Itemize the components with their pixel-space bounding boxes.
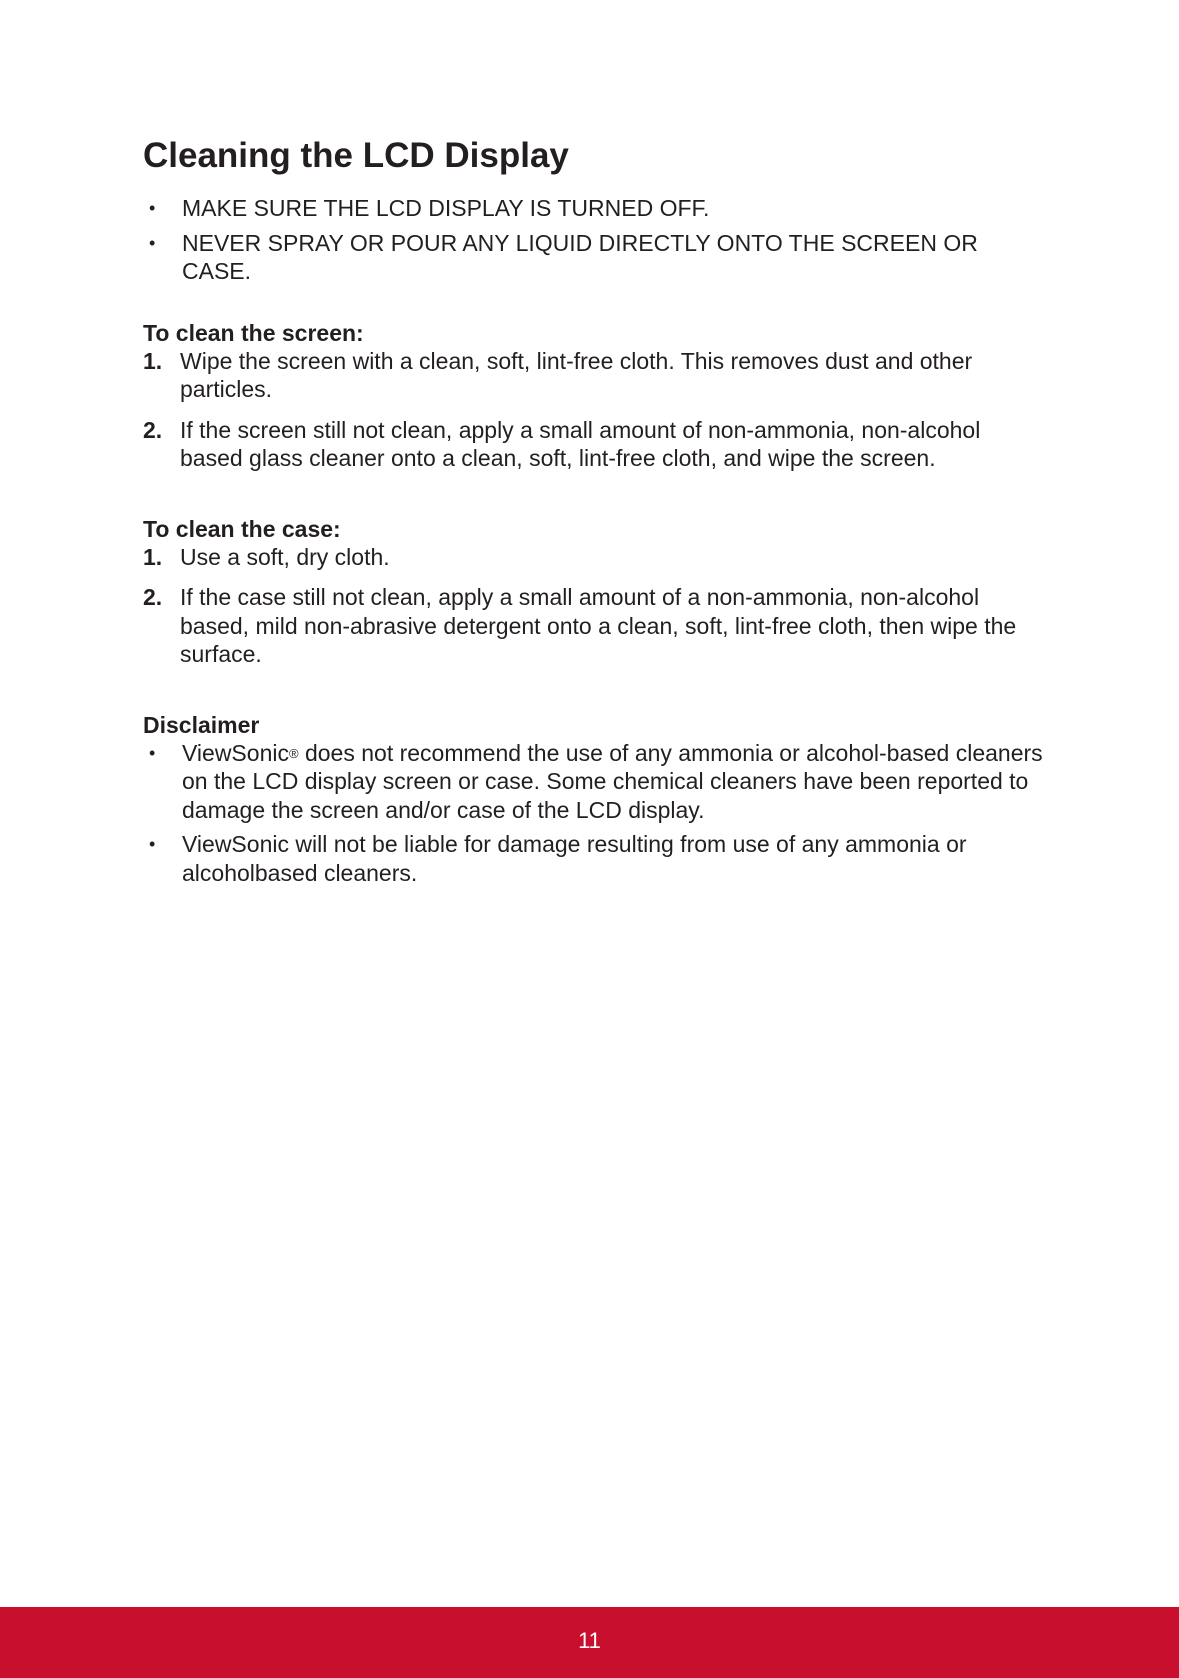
page-title: Cleaning the LCD Display <box>143 136 569 175</box>
disclaimer-rest: does not recommend the use of any ammonia or alcohol-based cleaners on the LCD display screen or case. Some chemical cleaners have been reported to damage the screen and/or case of the LCD display. <box>182 739 1043 823</box>
registered-mark: ® <box>288 745 299 761</box>
disclaimer-section <box>143 711 1043 888</box>
step-text: If the screen still not clean, apply a small amount of non-ammonia, non-alcohol based glass cleaner onto a clean, soft, lint-free cloth, and wipe the screen. <box>180 416 981 471</box>
bullet-icon: • <box>149 742 156 763</box>
list-item <box>143 543 1043 572</box>
screen-section <box>143 319 1043 473</box>
screen-heading: To clean the screen: <box>143 319 364 346</box>
list-item <box>143 583 1043 669</box>
list-item <box>143 739 1043 825</box>
page-number: 11 <box>578 1628 601 1653</box>
disclaimer-text: ViewSonic will not be liable for damage resulting from use of any ammonia or alcoholbased cleaners. <box>182 831 967 886</box>
bullet-icon: • <box>149 198 156 218</box>
list-item <box>143 194 1043 223</box>
screen-steps <box>143 347 1043 473</box>
bullet-icon: • <box>149 232 156 253</box>
list-item <box>143 347 1043 404</box>
warnings-section <box>143 194 1043 286</box>
step-text: Use a soft, dry cloth. <box>180 543 390 570</box>
brand-name: ViewSonic <box>182 739 289 766</box>
step-number: 1. <box>143 347 163 374</box>
step-number: 2. <box>143 584 163 610</box>
step-number: 2. <box>143 416 163 443</box>
list-item <box>143 416 1043 473</box>
list-item <box>143 830 1043 887</box>
disclaimer-heading: Disclaimer <box>143 711 260 738</box>
bullet-icon: • <box>149 834 156 854</box>
step-text: Wipe the screen with a clean, soft, lint-free cloth. This removes dust and other particles. <box>180 347 973 402</box>
list-item <box>143 229 1043 286</box>
step-text: If the case still not clean, apply a small amount of a non-ammonia, non-alcohol based, mild non-abrasive detergent onto a clean, soft, lint-free cloth, then wipe the surface. <box>180 584 1017 667</box>
case-section <box>143 515 1043 669</box>
step-number: 1. <box>143 543 163 570</box>
disclaimer-text <box>182 740 1043 823</box>
page-content <box>143 132 1043 893</box>
case-steps <box>143 543 1043 669</box>
warning-text: MAKE SURE THE LCD DISPLAY IS TURNED OFF. <box>182 195 710 221</box>
case-heading: To clean the case: <box>143 515 341 542</box>
warnings-list <box>143 194 1043 286</box>
disclaimer-list <box>143 739 1043 888</box>
footer-bar <box>0 1607 1179 1678</box>
warning-text: NEVER SPRAY OR POUR ANY LIQUID DIRECTLY ONTO THE SCREEN OR CASE. <box>182 229 978 284</box>
